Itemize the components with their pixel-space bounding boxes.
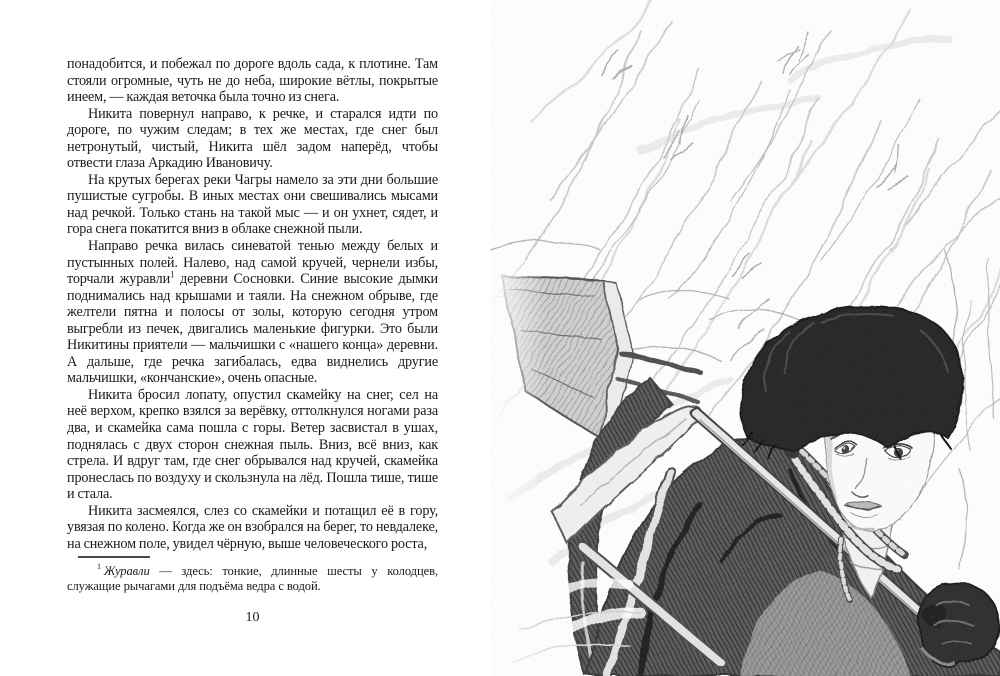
- footnote-marker: 1: [97, 562, 101, 572]
- paragraph: [67, 238, 438, 387]
- text-segment: Никита повернул направо, к речке, и старался идти по дороге, по чужим следам; в тех же местах, где снег был нетронутый, чистый, Никита шёл задом наперёд, чтобы отвести глаза Аркадию Ивановичу.: [67, 105, 438, 172]
- paragraph: [67, 503, 438, 553]
- text-segment: На крутых берегах реки Чагры намело за эти дни большие пушистые сугробы. В иных местах они свешивались мысами над речкой. Только стань на такой мыс — и он ухнет, сядет, и гора снега покатится вниз в облаке снежной пыли.: [67, 171, 438, 238]
- footnote: [67, 556, 438, 594]
- footnote-term: Журавли: [103, 563, 150, 578]
- paragraph: [67, 387, 438, 503]
- illustration-boy-with-bench: [490, 0, 1000, 676]
- pencil-grain: [490, 0, 1000, 676]
- text-segment: Никита бросил лопату, опустил скамейку на снег, сел на неё верхом, крепко взялся за верёвку, оттолкнулся ногами раза два, и скамейка сама пошла с горы. Ветер засвистал в ушах, поднялась с двух сторон снежная пыль. Вниз, всё вниз, как стрела. И вдруг там, где снег обрывался над кручей, скамейка пронеслась по воздуху и скользнула на лёд. Пошла тише, тише и стала.: [67, 386, 438, 503]
- page-number: 10: [245, 610, 260, 625]
- footnote-body: — здесь: тонкие, длинные шесты у колодцев, служащие рычагами для подъёма ведра с водой.: [67, 563, 438, 593]
- footnote-ref-marker: 1: [170, 269, 175, 280]
- paragraph: [67, 56, 438, 106]
- text-segment: Никита засмеялся, слез со скамейки и потащил её в гору, увязая по колено. Когда же он взобрался на берег, то невдалеке, на снежном поле, увидел чёрную, выше человеческого роста,: [67, 502, 438, 552]
- paragraph: [67, 172, 438, 238]
- footnote-text: [67, 564, 438, 595]
- footnote-rule: [78, 556, 150, 558]
- text-segment: понадобится, и побежал по дороге вдоль сада, к плотине. Там стояли огромные, чуть не до неба, широкие вётлы, покрытые инеем, — каждая веточка была точно из снега.: [67, 56, 438, 106]
- paragraph: [67, 106, 438, 172]
- text-segment: Направо речка вилась синеватой тенью между белых и пустынных полей. Налево, над самой кручей, чернели избы, торчали журавли: [67, 238, 438, 288]
- body-text: [67, 56, 438, 552]
- right-page: [490, 0, 1000, 676]
- left-page: [0, 0, 490, 676]
- text-segment: деревни Сосновки. Синие высокие дымки поднимались над крышами и таяли. На снежном обрыве, где желтели пятна и полосы от золы, которую сегодня утром выгребли из печек, двигались маленькие фигурки. Это были Никитины приятели — мальчишки с «нашего конца» деревни. А дальше, где речка загибалась, едва виднелись другие мальчишки, «кончанские», очень опасные.: [67, 271, 438, 387]
